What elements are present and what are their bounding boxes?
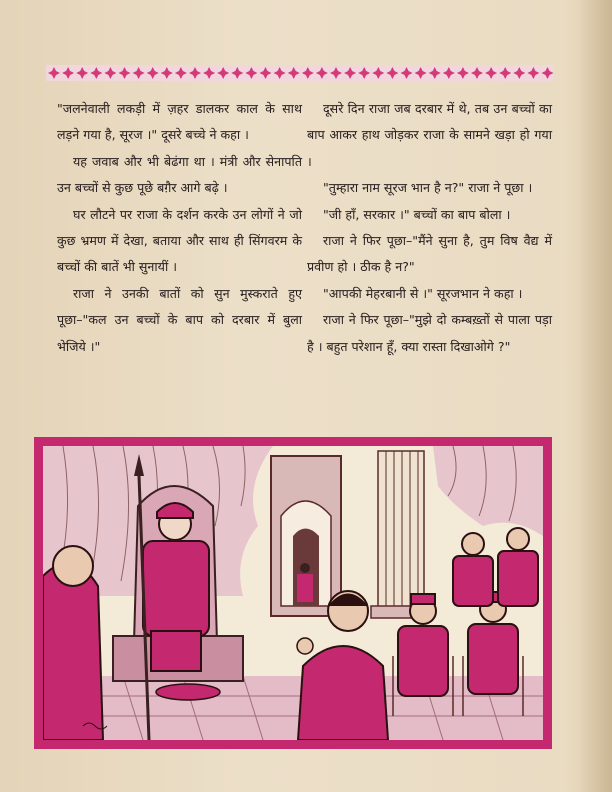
paragraph: राजा ने फिर पूछा–"मैंने सुना है, तुम विष वैद्य में प्रवीण हो । ठीक है न?" bbox=[307, 233, 552, 275]
paragraph: "आपकी मेहरबानी से ।" सूरजभान ने कहा । bbox=[323, 285, 523, 301]
paragraph: राजा ने उनकी बातों को सुन मुस्कराते हुए पूछा–"कल उन बच्चों के बाप को दरबार में बुला भेजिये ।" bbox=[57, 285, 302, 354]
paragraph: यह जवाब और भी बेढंगा था । मंत्री और सेनापति उन बच्चों से कुछ पूछे बग़ैर आगे बढ़े । bbox=[57, 153, 302, 196]
paragraph: घर लौटने पर राजा के दर्शन करके उन लोगों ने जो कुछ भ्रमण में देखा, बताया और साथ ही सिंगवरम के बच्चों की बातें भी सुनायीं । bbox=[57, 206, 302, 275]
paragraph: दूसरे दिन राजा जब दरबार में थे, तब उन बच्चों का बाप आकर हाथ जोड़कर राजा के सामने खड़ा हो गया । bbox=[307, 101, 552, 169]
paragraph: "जलनेवाली लकड़ी में ज़हर डालकर काल के साथ लड़ने गया है, सूरज ।" दूसरे बच्चे ने कहा । bbox=[57, 101, 302, 143]
paragraph: "तुम्हारा नाम सूरज भान है न?" राजा ने पूछा । bbox=[323, 180, 533, 196]
paragraph: राजा ने फिर पूछा–"मुझे दो कम्बख़्तों से पाला पड़ा है । बहुत परेशान हूँ, क्या रास्ता दिखाओगे ?" bbox=[307, 312, 552, 354]
left-text-column bbox=[57, 96, 302, 360]
decorative-border bbox=[46, 65, 554, 81]
paragraph: "जी हाँ, सरकार ।" बच्चों का बाप बोला । bbox=[323, 206, 511, 222]
right-text-column bbox=[307, 96, 552, 360]
court-scene-illustration bbox=[34, 437, 552, 749]
page-spine-shadow bbox=[578, 0, 612, 792]
